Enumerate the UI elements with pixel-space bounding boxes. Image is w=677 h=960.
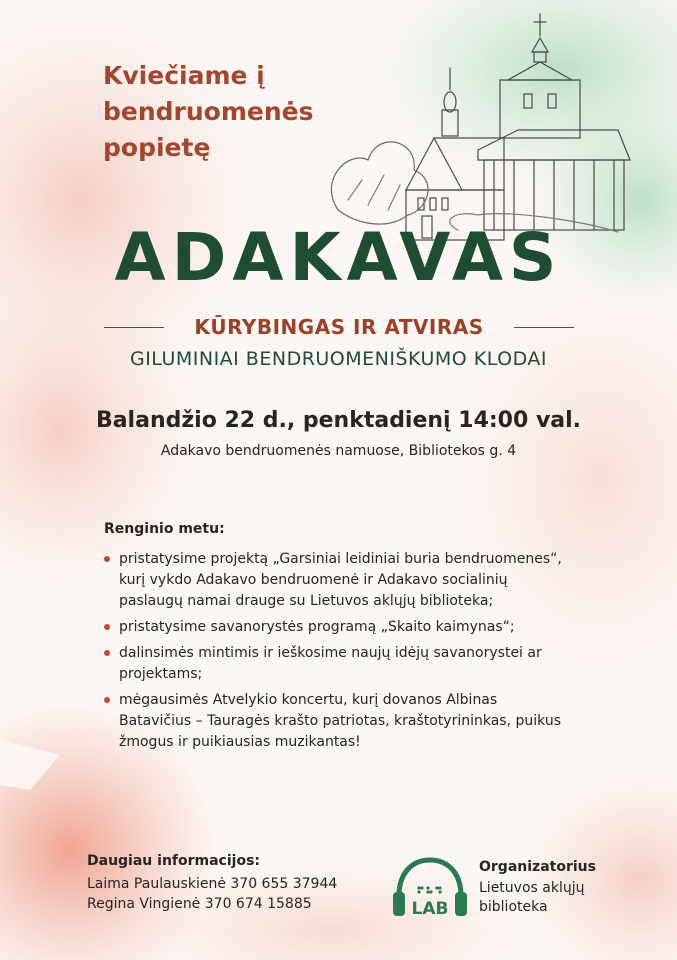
bullet-icon: [104, 697, 110, 703]
list-item-line: žmogus ir puikiausias muzikantas!: [119, 734, 361, 750]
logo-text: LAB: [411, 899, 449, 919]
invitation-line-2: bendruomenės: [103, 97, 314, 126]
list-item-line: pristatysime projektą „Garsiniai leidiniai buria bendruomenes“,: [119, 551, 562, 567]
list-item-line: pristatysime savanorystės programą „Skaito kaimynas“;: [119, 619, 515, 635]
church-sketch-illustration: [318, 10, 638, 250]
bullet-icon: [104, 650, 110, 656]
list-item-line: paslaugų namai drauge su Lietuvos aklųjų biblioteka;: [119, 593, 494, 609]
left-rule-divider: [104, 327, 164, 328]
contact-person: Laima Paulauskienė 370 655 37944: [87, 876, 338, 892]
list-item: [104, 690, 604, 753]
invitation-line-3: popietę: [103, 133, 211, 162]
organizer-heading: Organizatorius: [479, 859, 596, 875]
library-logo-headphones-icon: [391, 856, 469, 920]
program-heading: Renginio metu:: [104, 521, 225, 537]
list-item-line: dalinsimės mintimis ir ieškosime naujų idėjų savanorystei ar: [119, 645, 542, 661]
contact-person: Regina Vingienė 370 674 15885: [87, 896, 312, 912]
bullet-icon: [104, 624, 110, 630]
list-item: [104, 643, 604, 685]
subtitle-row: [104, 313, 574, 341]
organizer-name-line-1: Lietuvos aklųjų: [479, 880, 585, 896]
subtitle-secondary: GILUMINIAI BENDRUOMENIŠKUMO KLODAI: [129, 348, 547, 370]
contacts-heading: Daugiau informacijos:: [87, 853, 261, 869]
right-rule-divider: [514, 327, 574, 328]
event-date-time: Balandžio 22 d., penktadienį 14:00 val.: [95, 408, 582, 433]
main-title: ADAKAVAS: [114, 219, 563, 296]
list-item-line: projektams;: [119, 666, 203, 682]
list-item: [104, 617, 604, 638]
subtitle-primary: KŪRYBINGAS IR ATVIRAS: [194, 315, 484, 339]
program-list: [104, 549, 604, 758]
list-item-line: Batavičius – Tauragės krašto patriotas, kraštotyrininkas, puikus: [119, 713, 561, 729]
event-venue: Adakavo bendruomenės namuose, Bibliotekos g. 4: [160, 443, 517, 459]
invitation-line-1: Kviečiame į: [103, 61, 265, 90]
list-item-line: kurį vykdo Adakavo bendruomenė ir Adakavo socialinių: [119, 572, 508, 588]
bullet-icon: [104, 556, 110, 562]
list-item: [104, 549, 604, 612]
list-item-line: mėgausimės Atvelykio koncertu, kurį dovanos Albinas: [119, 692, 498, 708]
invitation-heading: [103, 58, 314, 166]
organizer-name-line-2: biblioteka: [479, 899, 548, 915]
